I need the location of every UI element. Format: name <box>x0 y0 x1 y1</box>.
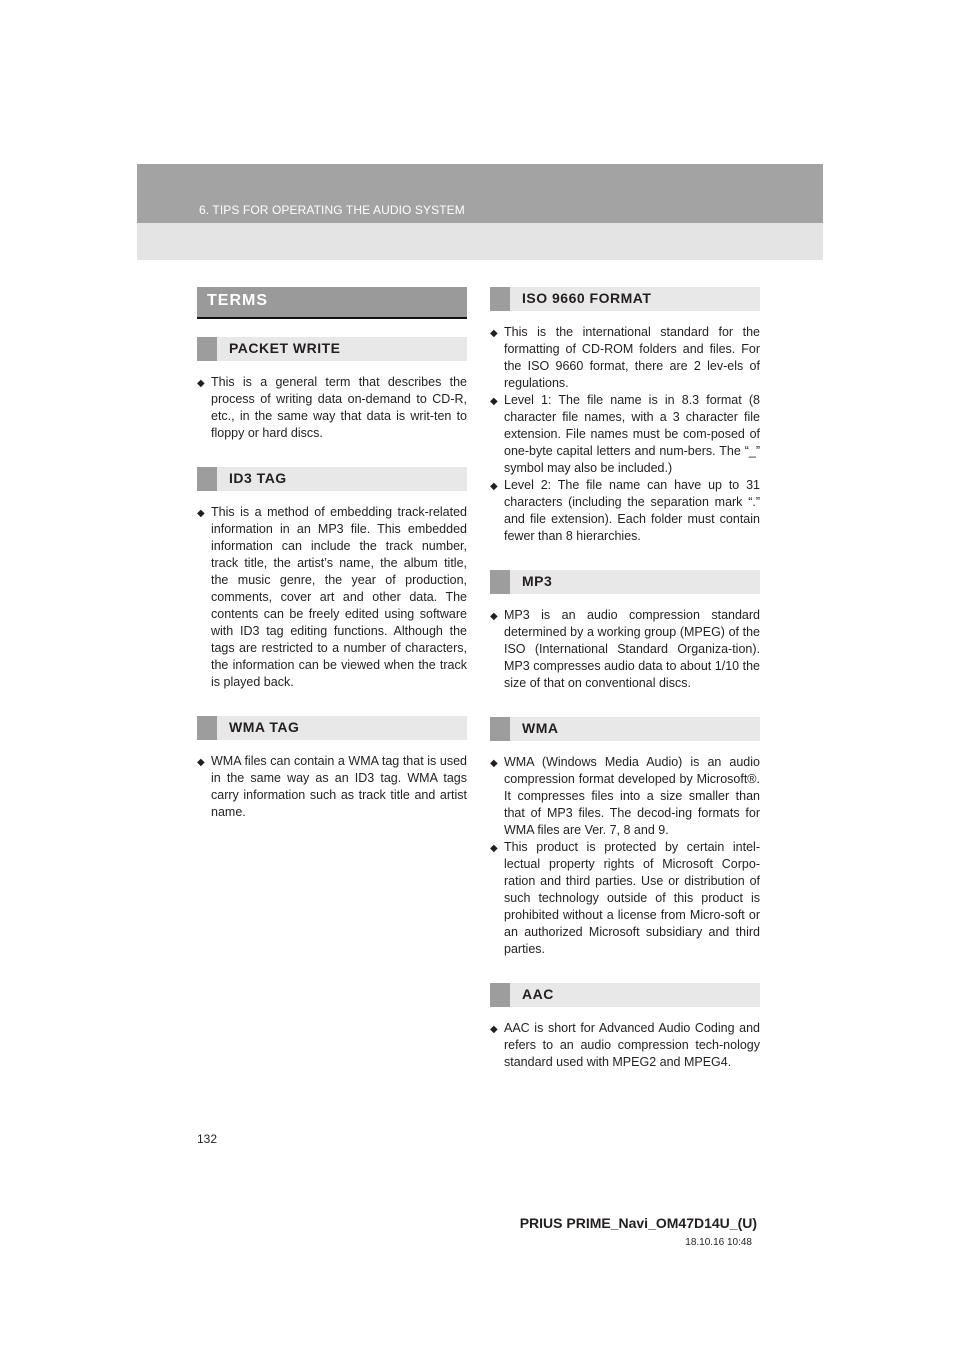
bullet-paragraph <box>490 1020 760 1071</box>
bullet-paragraph <box>197 504 467 691</box>
bullet-paragraph <box>197 753 467 821</box>
diamond-bullet-icon: ◆ <box>490 328 498 339</box>
paragraph-text: WMA (Windows Media Audio) is an audio compression format developed by Microsoft®. It compresses files into a size smaller than that of MP3 files. The decod-ing formats for WMA files are Ver. 7, 8 and 9. <box>504 755 760 837</box>
paragraph-text: This product is protected by certain intel-lectual property rights of Microsoft Corpo-ration and third parties. Use or distribution of such technology outside of this product is prohibited without a license from Micro-soft or an authorized Microsoft subsidiary and third parties. <box>504 840 760 956</box>
page-number: 132 <box>197 1132 218 1146</box>
bullet-paragraph <box>490 392 760 477</box>
paragraph-text: WMA files can contain a WMA tag that is used in the same way as an ID3 tag. WMA tags carry information such as track title and artist name. <box>211 754 467 819</box>
diamond-bullet-icon: ◆ <box>197 508 205 519</box>
paragraph-text: This is the international standard for the formatting of CD-ROM folders and files. For the ISO 9660 format, there are 2 lev-els of regulations. <box>504 325 760 390</box>
left-column <box>197 287 467 821</box>
section-heading-label: WMA TAG <box>229 719 300 735</box>
diamond-bullet-icon: ◆ <box>197 757 205 768</box>
footer-timestamp: 18.10.16 10:48 <box>685 1237 752 1248</box>
heading-tab-marker <box>490 570 510 594</box>
terms-heading <box>197 287 467 319</box>
paragraph-text: AAC is short for Advanced Audio Coding and refers to an audio compression tech-nology standard used with MPEG2 and MPEG4. <box>504 1021 760 1069</box>
diamond-bullet-icon: ◆ <box>490 843 498 854</box>
section-heading-label: WMA <box>522 720 559 736</box>
right-column <box>490 287 760 1071</box>
paragraph-text: Level 2: The file name can have up to 31 characters (including the separation mark “.” and file extension). Each folder must contain fewer than 8 hierarchies. <box>504 478 760 543</box>
paragraph-text: This is a general term that describes the process of writing data on-demand to CD-R, etc., in the same way that data is writ-ten to floppy or hard discs. <box>211 375 467 440</box>
chapter-header-bar <box>137 164 823 223</box>
heading-tab-marker <box>197 716 217 740</box>
diamond-bullet-icon: ◆ <box>197 378 205 389</box>
heading-tab-marker <box>490 717 510 741</box>
diamond-bullet-icon: ◆ <box>490 481 498 492</box>
bullet-paragraph <box>490 754 760 839</box>
chapter-header-band <box>137 164 823 260</box>
heading-tab-marker <box>490 287 510 311</box>
section-heading-wma <box>490 717 760 741</box>
bullet-paragraph <box>490 477 760 545</box>
terms-heading-label: TERMS <box>207 292 268 309</box>
diamond-bullet-icon: ◆ <box>490 611 498 622</box>
heading-tab-marker <box>197 467 217 491</box>
footer-model-code: PRIUS PRIME_Navi_OM47D14U_(U) <box>519 1215 757 1231</box>
bullet-paragraph <box>490 324 760 392</box>
section-heading-label: ID3 TAG <box>229 470 287 486</box>
section-heading-mp3 <box>490 570 760 594</box>
section-heading-label: ISO 9660 FORMAT <box>522 290 652 306</box>
heading-tab-marker <box>197 337 217 361</box>
section-heading-aac <box>490 983 760 1007</box>
paragraph-text: This is a method of embedding track-related information in an MP3 file. This embedded information can include the track number, track title, the artist’s name, the album title, the music genre, the year of production, comments, cover art and other data. The contents can be freely edited using software with ID3 tag editing functions. Although the tags are restricted to a number of characters, the information can be viewed when the track is played back. <box>211 505 467 689</box>
paragraph-text: MP3 is an audio compression standard determined by a working group (MPEG) of the ISO (International Standard Organiza-tion). MP3 compresses audio data to about 1/10 the size of that on conventional discs. <box>504 608 760 690</box>
section-heading-label: AAC <box>522 986 554 1002</box>
section-heading-packet-write <box>197 337 467 361</box>
bullet-paragraph <box>197 374 467 442</box>
section-heading-wma-tag <box>197 716 467 740</box>
section-heading-id3-tag <box>197 467 467 491</box>
diamond-bullet-icon: ◆ <box>490 1024 498 1035</box>
diamond-bullet-icon: ◆ <box>490 758 498 769</box>
heading-tab-marker <box>490 983 510 1007</box>
bullet-paragraph <box>490 839 760 958</box>
section-heading-label: MP3 <box>522 573 553 589</box>
chapter-title: 6. TIPS FOR OPERATING THE AUDIO SYSTEM <box>199 203 465 217</box>
diamond-bullet-icon: ◆ <box>490 396 498 407</box>
section-heading-label: PACKET WRITE <box>229 340 341 356</box>
bullet-paragraph <box>490 607 760 692</box>
section-heading-iso-9660 <box>490 287 760 311</box>
paragraph-text: Level 1: The file name is in 8.3 format (8 character file names, with a 3 character file extension. File names must be com-posed of one-byte capital letters and num-bers. The “_” symbol may also be included.) <box>504 393 760 475</box>
